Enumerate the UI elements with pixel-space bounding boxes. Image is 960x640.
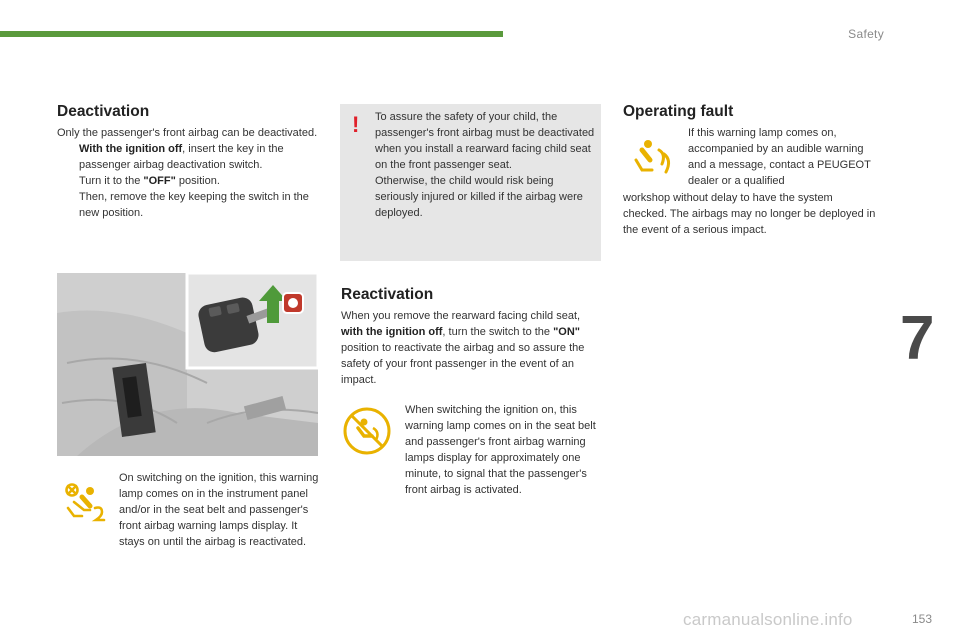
chapter-number: 7 xyxy=(900,304,935,373)
warning-paragraph-1: To assure the safety of your child, the passenger's front airbag must be deactivated when you install a rearward facing child seat on the front passenger seat. xyxy=(375,111,595,171)
watermark: carmanualsonline.info xyxy=(683,610,853,629)
section-title: Safety xyxy=(848,27,884,41)
reactivation-heading: Reactivation xyxy=(341,286,434,303)
airbag-fault-lamp-icon xyxy=(632,138,676,176)
deactivation-step-3: Then, remove the key keeping the switch in the new position. xyxy=(79,191,309,219)
deactivation-intro: Only the passenger's front airbag can be deactivated. xyxy=(57,127,318,139)
fault-lamp-text: If this warning lamp comes on, accompanied by an audible warning and a message, contact a PEUGEOT dealer or a qualified xyxy=(688,127,871,187)
child-safety-warning xyxy=(340,104,601,261)
fault-continuation-text: workshop without delay to have the system checked. The airbags may no longer be deployed in the event of a serious impact. xyxy=(623,192,876,236)
warning-paragraph-2: Otherwise, the child would risk being seriously injured or killed if the airbag were deployed. xyxy=(375,175,583,219)
page-number: 153 xyxy=(912,612,933,626)
airbag-off-lamp-icon xyxy=(62,482,108,522)
reactivation-lamp-text: When switching the ignition on, this warning lamp comes on in the seat belt and passenger's front airbag warning lamps display for approximately one minute, to signal that the passenger's front airbag is activated. xyxy=(405,404,596,496)
exclamation-icon: ! xyxy=(352,112,360,137)
deactivation-lamp-text: On switching on the ignition, this warning lamp comes on in the instrument panel and/or in the seat belt and passenger's front airbag warning lamps display. It stays on until the airbag is reactivated. xyxy=(119,472,319,548)
deactivation-heading: Deactivation xyxy=(57,103,150,120)
airbag-on-lamp-icon xyxy=(342,406,392,456)
reactivation-text: When you remove the rearward facing child seat, with the ignition off, turn the switch to the "ON" position to reactivate the airbag and so assure the safety of your front passenger in the event of an impact. xyxy=(341,310,585,386)
deactivation-step-1: With the ignition off, insert the key in the passenger airbag deactivation switch. xyxy=(79,143,284,171)
operating-fault-heading: Operating fault xyxy=(623,103,734,120)
airbag-switch-illustration xyxy=(57,273,318,456)
section-color-bar xyxy=(0,31,503,37)
deactivation-step-2: Turn it to the "OFF" position. xyxy=(79,175,220,187)
deactivation-text xyxy=(57,125,322,221)
